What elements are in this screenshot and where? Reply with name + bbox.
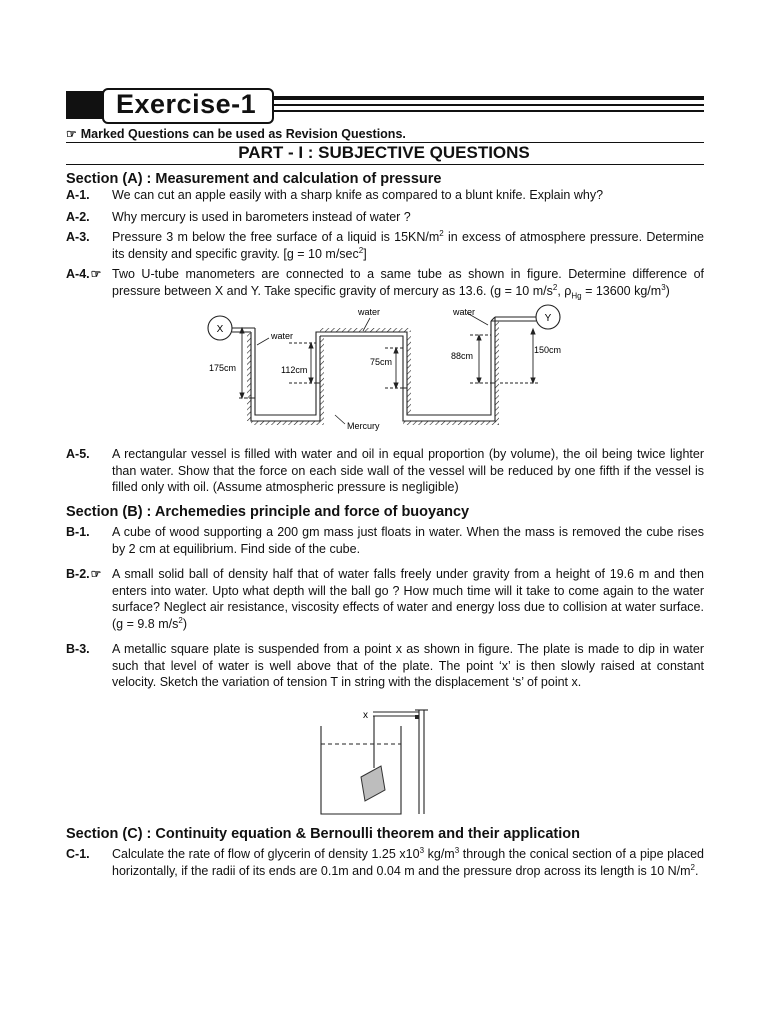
dim-150: 150cm bbox=[534, 345, 562, 355]
banner-black-tab bbox=[66, 91, 106, 119]
question-c1 bbox=[66, 846, 704, 879]
pointing-hand-icon: ☞ bbox=[90, 567, 102, 581]
question-b1 bbox=[66, 524, 704, 557]
dim-175: 175cm bbox=[209, 363, 237, 373]
question-a1 bbox=[66, 187, 704, 204]
section-c-title: Section (C) : Continuity equation & Bernoulli theorem and their application bbox=[66, 826, 580, 842]
label-mercury: Mercury bbox=[347, 421, 380, 431]
question-id: A-4.☞ bbox=[66, 267, 102, 281]
square-plate bbox=[361, 766, 385, 801]
question-text: Why mercury is used in barometers instead of water ? bbox=[112, 210, 411, 224]
dim-88: 88cm bbox=[451, 351, 474, 361]
part-title: PART - I : SUBJECTIVE QUESTIONS bbox=[238, 143, 530, 162]
question-a5 bbox=[66, 446, 704, 496]
question-id: A-3. bbox=[66, 230, 90, 244]
question-id: C-1. bbox=[66, 847, 90, 861]
question-text: Two U-tube manometers are connected to a same tube as shown in figure. Determine difference of pressure between X and Y. Take specific gravity of mercury as 13.6. (g = 10 $m/s^2$, $\rho_{Hg} = 13600$ $kg/m^3$) bbox=[112, 267, 704, 300]
section-a-title: Section (A) : Measurement and calculation of pressure bbox=[66, 171, 442, 187]
question-id: A-2. bbox=[66, 210, 90, 224]
exercise-title: Exercise-1 bbox=[116, 89, 257, 119]
question-b3 bbox=[66, 641, 704, 691]
question-id: B-3. bbox=[66, 642, 90, 656]
exercise-banner bbox=[66, 88, 704, 122]
dim-112: 112cm bbox=[281, 365, 308, 375]
divider bbox=[66, 164, 704, 165]
plate-figure bbox=[315, 702, 435, 817]
question-id: B-2.☞ bbox=[66, 567, 102, 581]
banner-rule bbox=[272, 96, 704, 100]
question-b2 bbox=[66, 566, 704, 632]
pointing-hand-icon: ☞ bbox=[90, 267, 102, 281]
question-text: A metallic square plate is suspended from a point x as shown in figure. The plate is made to dip in water such that level of water is well above that of the plate. The point ‘x’ is then slowly raised at constant velocity. Sketch the variation of tension T in string with the displacement ‘s’ of point x. bbox=[112, 642, 704, 689]
label-x: x bbox=[363, 710, 368, 721]
pointing-hand-icon: ☞ bbox=[66, 127, 77, 141]
question-text: A small solid ball of density half that of water falls freely under gravity from a height of 19.6 m and then enters into water. Upto what depth will the ball go ? How much time will it take to come again to the water surface? Neglect air resistance, viscosity effects of water and energy loss due to collision at water surface. (g = 9.8 $m/s^2$) bbox=[112, 567, 704, 631]
question-id: B-1. bbox=[66, 525, 90, 539]
question-text: A rectangular vessel is filled with water and oil in equal proportion (by volume), the oil being twice lighter than water. Show that the force on each side wall of the vessel will be reduced by one fifth if the vessel is filled only with oil. (Assume atmospheric pressure is negligible) bbox=[112, 447, 704, 494]
manometer-figure bbox=[195, 303, 575, 435]
revision-note bbox=[66, 127, 406, 141]
revision-note-text: Marked Questions can be used as Revision Questions. bbox=[80, 127, 406, 141]
question-a4 bbox=[66, 266, 704, 299]
question-text: Pressure 3 m below the free surface of a liquid is $15KN/m^2$ in excess of atmosphere pressure. Determine its density and specific gravity. [g = 10 $m/\sec^2$] bbox=[112, 228, 704, 261]
question-id: A-5. bbox=[66, 447, 90, 461]
question-text: A cube of wood supporting a 200 gm mass just floats in water. When the mass is removed the cube rises by 2 cm at equilibrium. Find side of the cube. bbox=[112, 525, 704, 556]
label-x: X bbox=[216, 324, 224, 335]
section-b-title: Section (B) : Archemedies principle and force of buoyancy bbox=[66, 504, 470, 520]
dim-75: 75cm bbox=[370, 357, 393, 367]
label-y: Y bbox=[544, 313, 552, 324]
question-a3 bbox=[66, 229, 704, 262]
question-text: Calculate the rate of flow of glycerin of density 1.25 $x10^3$ $kg/m^3$ through the conical section of a pipe placed horizontally, if the radii of its ends are 0.1m and 0.04 m and the pressure drop across its length is 10 $N/m^2$. bbox=[112, 845, 705, 878]
question-id: A-1. bbox=[66, 188, 90, 202]
label-water-right: water bbox=[453, 307, 476, 317]
banner-rule bbox=[272, 104, 704, 106]
question-a2 bbox=[66, 209, 704, 226]
banner-rule bbox=[272, 110, 704, 112]
label-water-left: water bbox=[271, 331, 294, 341]
question-text: We can cut an apple easily with a sharp knife as compared to a blunt knife. Explain why? bbox=[112, 188, 604, 202]
label-water-mid: water bbox=[358, 307, 381, 317]
